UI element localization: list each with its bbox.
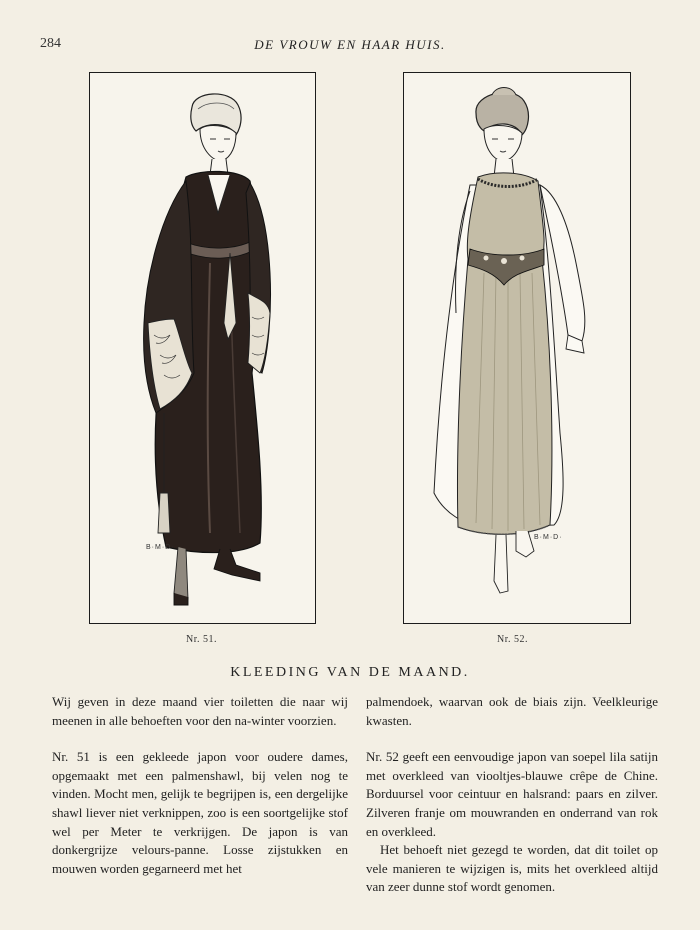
illustration-gown-52 — [404, 73, 630, 623]
running-title: DE VROUW EN HAAR HUIS. — [254, 37, 446, 52]
fashion-plate-52 — [403, 72, 631, 624]
text-column-left — [52, 693, 348, 878]
page-number: 284 — [40, 36, 61, 51]
paragraph: Wij geven in deze maand vier toiletten die naar wij meenen in alle behoeften voor den na-winter voorzien. — [52, 694, 348, 728]
caption-51: Nr. 51. — [186, 634, 217, 645]
caption-52: Nr. 52. — [497, 634, 528, 645]
fashion-plate-51 — [89, 72, 316, 624]
paragraph: palmendoek, waarvan ook de biais zijn. Veelkleurige kwasten. — [366, 694, 658, 728]
artist-signature-51: B·M·D· — [146, 544, 175, 551]
illustration-gown-51 — [90, 73, 315, 623]
text-column-right — [366, 693, 658, 897]
artist-signature-52: B·M·D· — [534, 534, 563, 541]
paragraph: Nr. 52 geeft een eenvoudige japon van soepel lila satijn met overkleed van viooltjes-blauwe crêpe de Chine. Borduursel voor ceintuur en halsrand: paars en zilver. Zilveren franje om mouwranden en onderrand van rok en overkleed. — [366, 749, 658, 839]
paragraph: Het behoeft niet gezegd te worden, dat dit toilet op vele manieren te wijzigen is, mits het overkleed altijd van zeer dunne stof wordt genomen. — [366, 842, 658, 895]
paragraph: Nr. 51 is een gekleede japon voor oudere dames, opgemaakt met een palmenshawl, bij velen nog te vinden. Mocht men, gelijk te begrijpen is, een dergelijke shawl liever niet verknippen, zoo is een soortgelijke stof wel per Meter te verkrijgen. De japon is van donkergrijze velours-panne. Losse zijstukken en mouwen worden gegarneerd met het — [52, 749, 348, 876]
section-heading: KLEEDING VAN DE MAAND. — [230, 665, 470, 680]
